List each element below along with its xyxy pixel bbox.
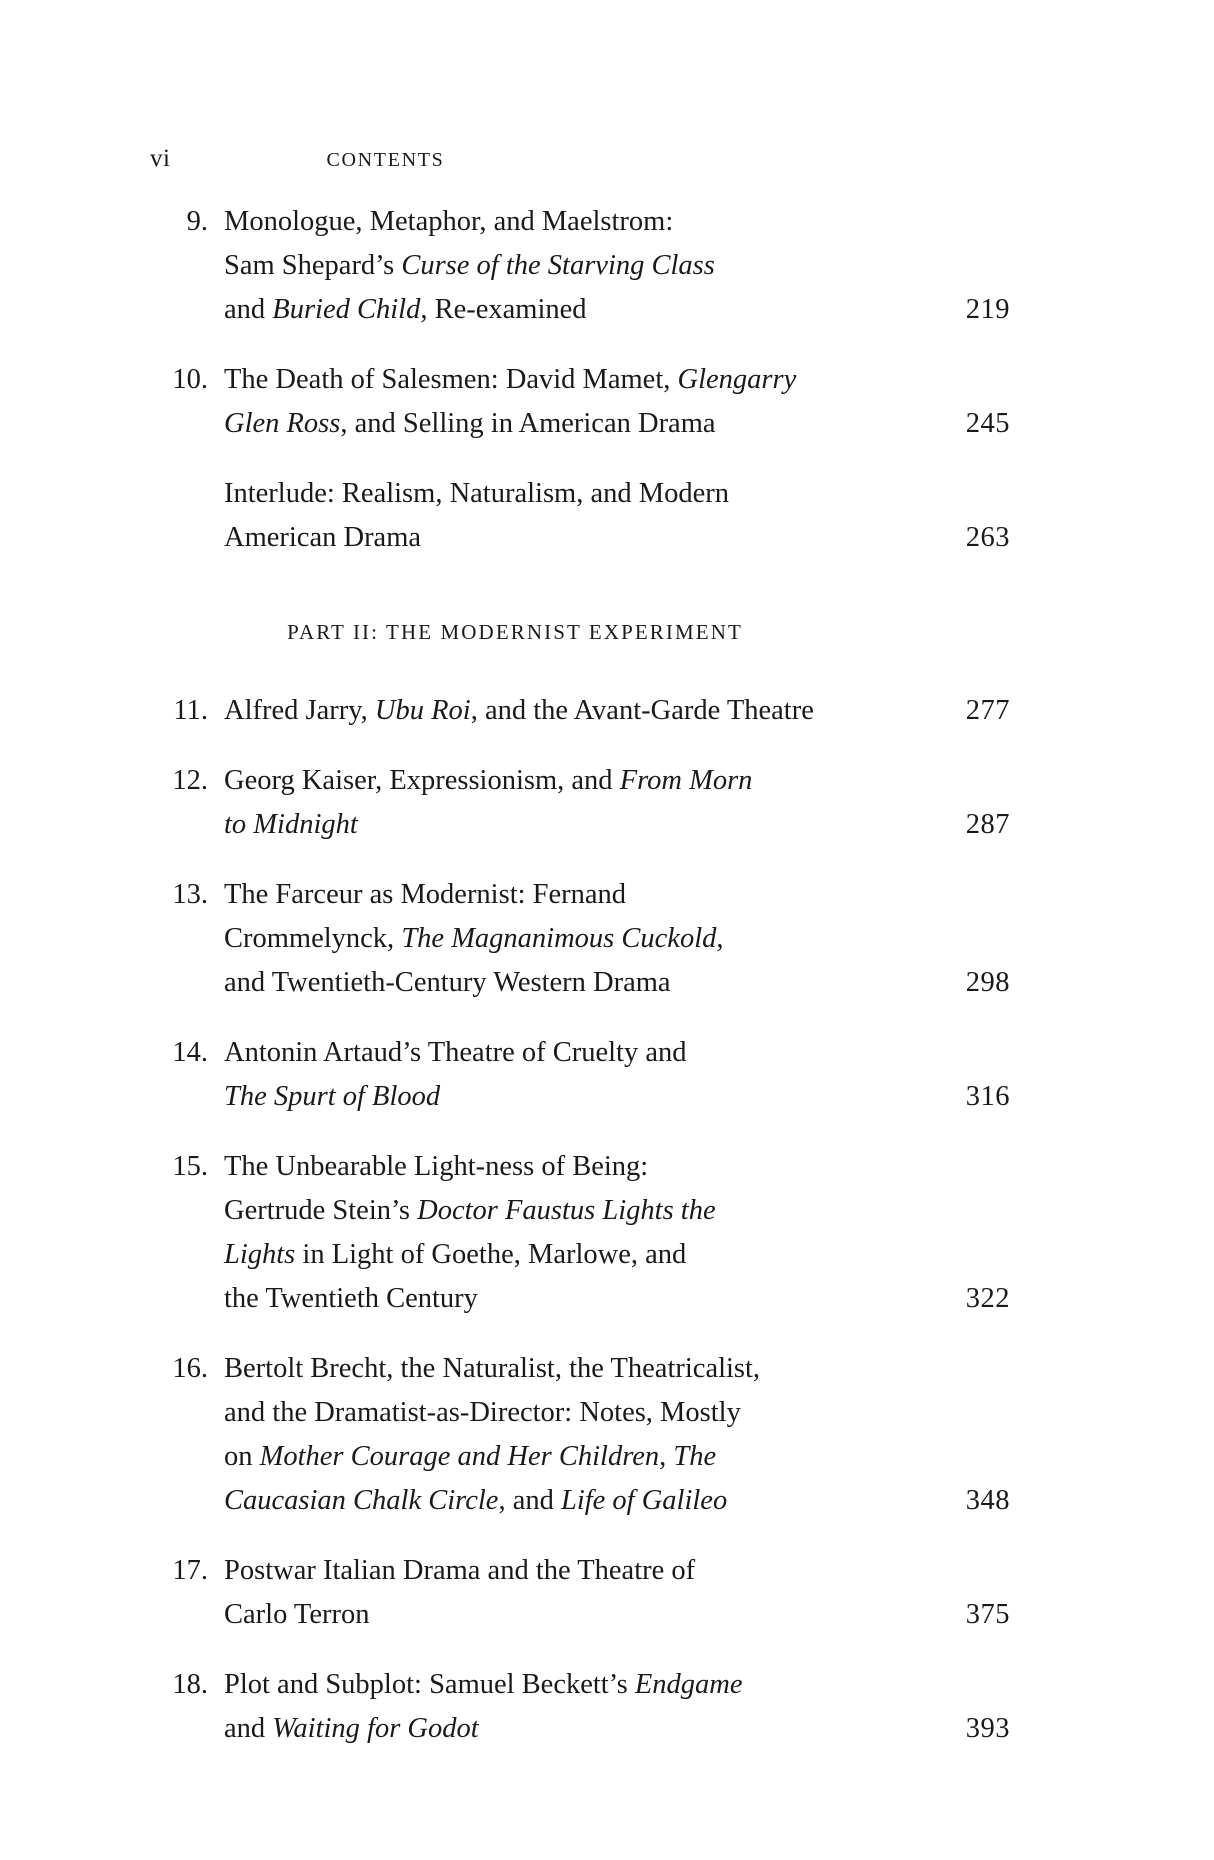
toc-entry-line bbox=[224, 873, 890, 917]
toc-title-text: , and bbox=[498, 1485, 561, 1516]
toc-title-text: The Death of Salesmen: David Mamet, bbox=[224, 364, 678, 395]
toc-title-italic: Waiting for Godot bbox=[272, 1713, 479, 1744]
toc-entry-line bbox=[224, 200, 890, 244]
toc-entry-line bbox=[224, 1663, 890, 1707]
toc-title-text: Sam Shepard’s bbox=[224, 250, 402, 281]
toc-entry-body bbox=[208, 1347, 1010, 1523]
toc-entry-line bbox=[224, 402, 1010, 446]
table-of-contents-list bbox=[150, 200, 1010, 1777]
toc-entry-number: 13. bbox=[172, 879, 208, 910]
toc-entry-line bbox=[224, 1347, 890, 1391]
toc-page-number: 322 bbox=[965, 1283, 1010, 1314]
toc-page-number: 277 bbox=[965, 695, 1010, 726]
toc-title-text: Plot and Subplot: Samuel Beckett’s bbox=[224, 1669, 635, 1700]
toc-title-italic: Glen Ross bbox=[224, 408, 341, 439]
toc-title-text: , and Selling in American Drama bbox=[340, 408, 716, 439]
toc-title-italic: The bbox=[673, 1441, 717, 1472]
toc-page-number: 298 bbox=[965, 967, 1010, 998]
toc-entries-part-one-tail bbox=[150, 200, 1010, 560]
toc-title-text: and bbox=[224, 1713, 273, 1744]
part-heading: PART II: THE MODERNIST EXPERIMENT bbox=[287, 620, 743, 644]
toc-entry-line bbox=[224, 1145, 890, 1189]
toc-entry-body bbox=[208, 1031, 1010, 1119]
toc-entry-body bbox=[208, 1549, 1010, 1637]
toc-entry-line bbox=[224, 1189, 890, 1233]
toc-page-number: 375 bbox=[965, 1599, 1010, 1630]
toc-entry-line bbox=[224, 472, 890, 516]
toc-entry-body bbox=[208, 200, 1010, 332]
toc-entry-line bbox=[224, 516, 1010, 560]
toc-title-italic: Endgame bbox=[634, 1669, 743, 1700]
toc-page-number: 263 bbox=[965, 522, 1010, 553]
toc-title-text: , bbox=[716, 923, 724, 954]
toc-title-text: Carlo Terron bbox=[224, 1599, 370, 1630]
toc-page-number: 348 bbox=[965, 1485, 1010, 1516]
toc-entry-number: 14. bbox=[172, 1037, 208, 1068]
toc-title-italic: Lights bbox=[224, 1239, 296, 1270]
toc-title-italic: From Morn bbox=[619, 765, 753, 796]
toc-entry-body bbox=[208, 873, 1010, 1005]
running-head-title: CONTENTS bbox=[326, 149, 445, 171]
toc-title-text: and Twentieth-Century Western Drama bbox=[224, 967, 671, 998]
toc-title-italic: Doctor Faustus Lights the bbox=[417, 1195, 716, 1226]
running-header bbox=[150, 145, 880, 173]
toc-title-text: in Light of Goethe, Marlowe, and bbox=[295, 1239, 687, 1270]
toc-entry[interactable] bbox=[150, 200, 1010, 332]
toc-entry-line bbox=[224, 1277, 1010, 1321]
toc-title-text: Postwar Italian Drama and the Theatre of bbox=[224, 1555, 696, 1586]
toc-entry-line bbox=[224, 288, 1010, 332]
toc-entry-body bbox=[208, 689, 1010, 733]
toc-entry-line bbox=[224, 961, 1010, 1005]
toc-entry-line bbox=[224, 1479, 1010, 1523]
toc-title-text: Interlude: Realism, Naturalism, and Modern bbox=[224, 478, 729, 509]
toc-entry-line bbox=[224, 759, 890, 803]
toc-entry-body bbox=[208, 759, 1010, 847]
toc-entry-number: 15. bbox=[172, 1151, 208, 1182]
toc-title-italic: The Magnanimous Cuckold bbox=[401, 923, 717, 954]
toc-entry[interactable] bbox=[150, 1347, 1010, 1523]
toc-entry-number: 11. bbox=[173, 695, 208, 726]
toc-entry-line bbox=[224, 803, 1010, 847]
toc-entry[interactable] bbox=[150, 472, 1010, 560]
toc-page-number: 393 bbox=[965, 1713, 1010, 1744]
toc-title-text: Georg Kaiser, Expressionism, and bbox=[224, 765, 620, 796]
toc-entry-number: 10. bbox=[172, 364, 208, 395]
toc-title-text: Gertrude Stein’s bbox=[224, 1195, 418, 1226]
toc-entry-number: 17. bbox=[172, 1555, 208, 1586]
toc-title-text: Alfred Jarry, bbox=[224, 695, 375, 726]
toc-entry-line bbox=[224, 1435, 890, 1479]
toc-entries-part-two bbox=[150, 689, 1010, 1751]
toc-entry[interactable] bbox=[150, 1145, 1010, 1321]
toc-entry-line bbox=[224, 689, 1010, 733]
toc-entry[interactable] bbox=[150, 358, 1010, 446]
toc-entry-line bbox=[224, 1707, 1010, 1751]
toc-entry-number: 18. bbox=[172, 1669, 208, 1700]
toc-entry-line bbox=[224, 1233, 890, 1277]
toc-title-italic: Glengarry bbox=[677, 364, 797, 395]
toc-title-text: Antonin Artaud’s Theatre of Cruelty and bbox=[224, 1037, 687, 1068]
toc-title-text: the Twentieth Century bbox=[224, 1283, 478, 1314]
toc-title-text: , Re-examined bbox=[420, 294, 587, 325]
toc-entry-body bbox=[208, 358, 1010, 446]
toc-title-italic: Curse of the Starving Class bbox=[401, 250, 715, 281]
toc-title-text: on bbox=[224, 1441, 260, 1472]
toc-title-italic: Life of Galileo bbox=[560, 1485, 728, 1516]
toc-entry-number: 9. bbox=[186, 206, 208, 237]
toc-title-italic: Ubu Roi bbox=[374, 695, 471, 726]
toc-title-text: Crommelynck, bbox=[224, 923, 402, 954]
toc-entry-line bbox=[224, 1593, 1010, 1637]
toc-page-number: 316 bbox=[965, 1081, 1010, 1112]
toc-entry-line bbox=[224, 1549, 890, 1593]
toc-entry-number: 12. bbox=[172, 765, 208, 796]
toc-title-italic: The Spurt of Blood bbox=[224, 1081, 441, 1112]
toc-title-text: , bbox=[659, 1441, 674, 1472]
toc-title-italic: to Midnight bbox=[224, 809, 358, 840]
toc-entry-line bbox=[224, 358, 890, 402]
toc-title-text: Bertolt Brecht, the Naturalist, the Theatricalist, bbox=[224, 1353, 761, 1384]
toc-title-text: The Farceur as Modernist: Fernand bbox=[224, 879, 627, 910]
toc-entry-line bbox=[224, 1391, 890, 1435]
toc-entry-line bbox=[224, 1031, 890, 1075]
toc-entry[interactable] bbox=[150, 1663, 1010, 1751]
toc-entry[interactable] bbox=[150, 1549, 1010, 1637]
toc-entry-line bbox=[224, 244, 890, 288]
toc-entry-body bbox=[208, 1145, 1010, 1321]
page-folio: vi bbox=[150, 145, 171, 172]
toc-title-text: and the Dramatist-as-Director: Notes, Mostly bbox=[224, 1397, 741, 1428]
toc-page-number: 287 bbox=[965, 809, 1010, 840]
toc-entry[interactable] bbox=[150, 689, 1010, 733]
toc-title-italic: Mother Courage and Her Children bbox=[259, 1441, 660, 1472]
toc-title-text: American Drama bbox=[224, 522, 422, 553]
toc-entry[interactable] bbox=[150, 873, 1010, 1005]
toc-title-text: and bbox=[224, 294, 273, 325]
toc-title-text: The Unbearable Light-ness of Being: bbox=[224, 1151, 649, 1182]
toc-page-number: 245 bbox=[965, 408, 1010, 439]
toc-entry[interactable] bbox=[150, 1031, 1010, 1119]
toc-entry-body bbox=[208, 1663, 1010, 1751]
toc-entry[interactable] bbox=[150, 759, 1010, 847]
toc-entry-body bbox=[208, 472, 1010, 560]
toc-entry-line bbox=[224, 917, 890, 961]
toc-title-text: , and the Avant-Garde Theatre bbox=[470, 695, 814, 726]
toc-title-italic: Buried Child bbox=[272, 294, 421, 325]
toc-title-italic: Caucasian Chalk Circle bbox=[224, 1485, 499, 1516]
toc-title-text: Monologue, Metaphor, and Maelstrom: bbox=[224, 206, 674, 237]
toc-entry-line bbox=[224, 1075, 1010, 1119]
toc-entry-number: 16. bbox=[172, 1353, 208, 1384]
toc-page-number: 219 bbox=[965, 294, 1010, 325]
